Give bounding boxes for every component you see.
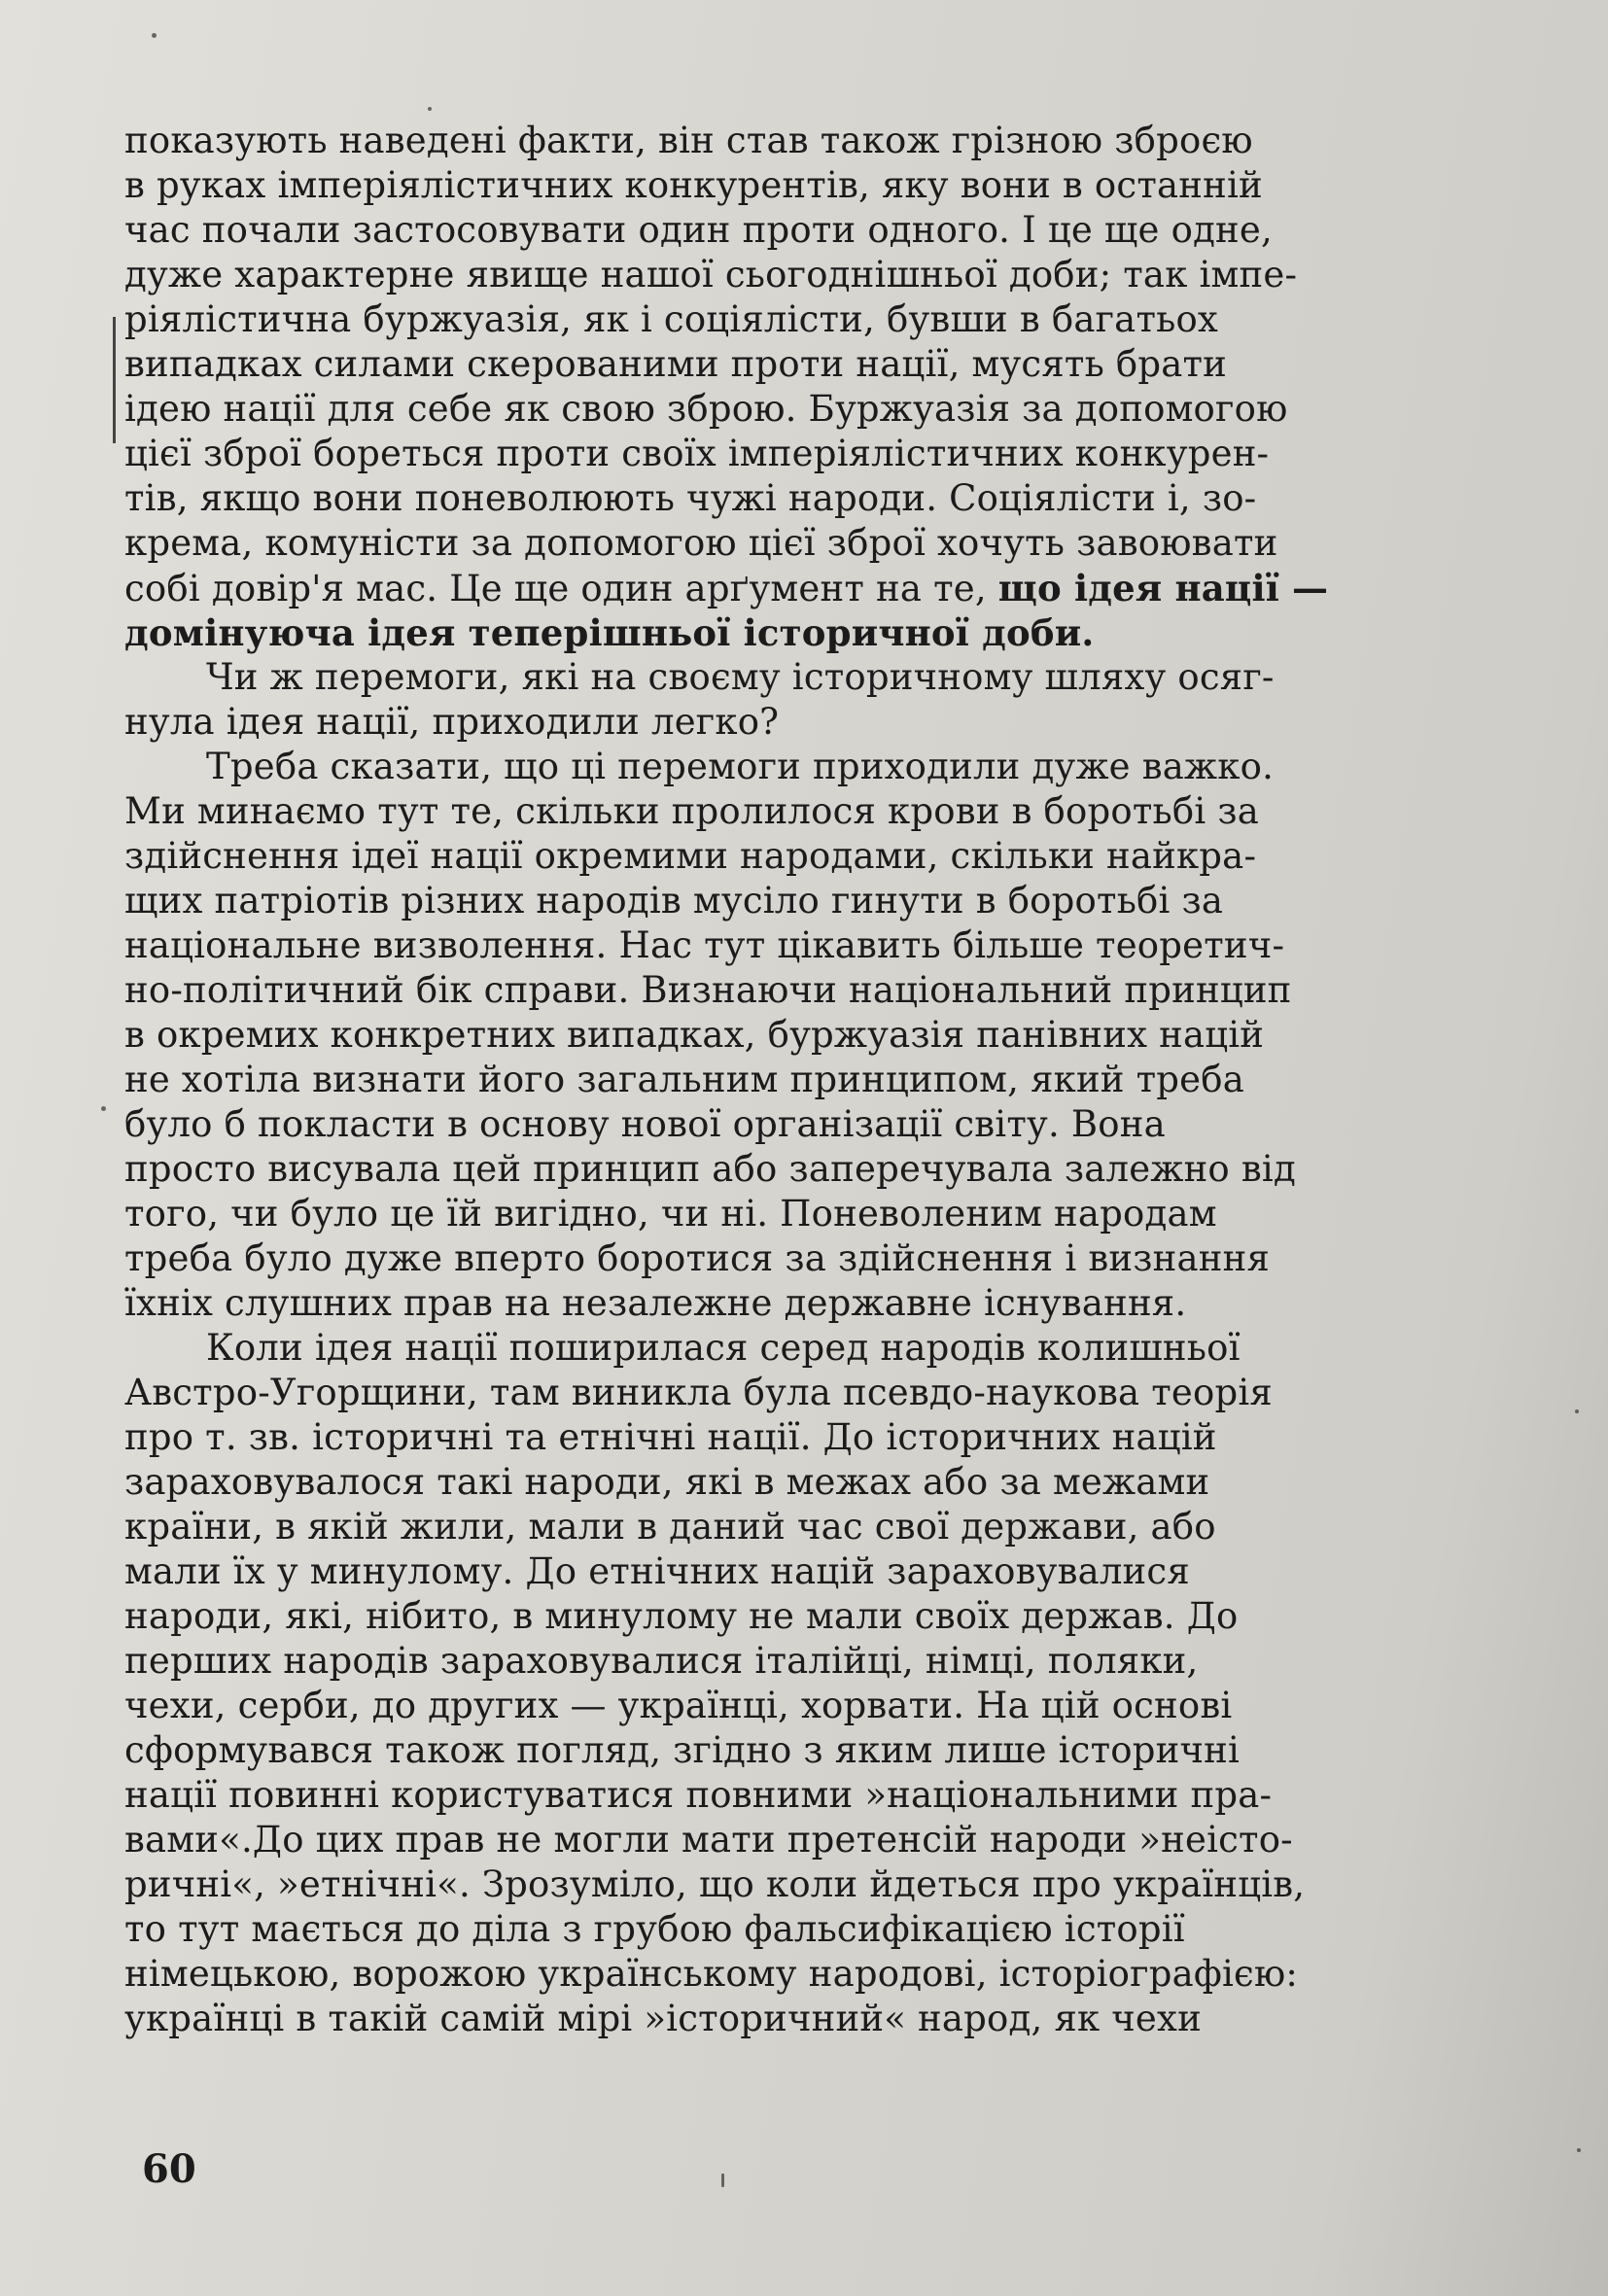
text-line: випадках силами скерованими проти нації, мусять брати: [124, 343, 1228, 385]
emphasis-line: домінуюча ідея теперішньої історичної доби.: [124, 611, 1095, 654]
text-line: дуже характерне явище нашої сьогоднішньої доби; так імпе-: [124, 254, 1298, 296]
text-line: здійснення ідеї нації окремими народами, скільки найкра-: [124, 835, 1257, 877]
text-line: показують наведені факти, він став також грізною зброєю: [124, 120, 1253, 161]
text-line: зараховувалося такі народи, які в межах або за межами: [124, 1461, 1210, 1503]
text-line: мали їх у минулому. До етнічних націй зараховувалися: [124, 1550, 1190, 1592]
text-line: цієї зброї бореться проти своїх імперіялістичних конкурен-: [124, 433, 1270, 474]
text-line: крема, комуністи за допомогою цієї зброї хочуть завоювати: [124, 522, 1278, 564]
text-line: країни, в якій жили, мали в даний час свої держави, або: [124, 1506, 1216, 1548]
text-line: час почали застосовувати один проти одного. І це ще одне,: [124, 209, 1273, 251]
text-line: но-політичний бік справи. Визнаючи національний принцип: [124, 969, 1292, 1011]
paragraph-start: Треба сказати, що ці перемоги приходили дуже важко.: [206, 746, 1275, 787]
paragraph-start: Чи ж перемоги, які на своєму історичному шляху осяг-: [206, 656, 1275, 698]
margin-mark: [113, 317, 116, 443]
text-line: німецькою, ворожою українському народові, історіографією:: [124, 1953, 1299, 1995]
text-line: [124, 566, 1328, 611]
text-line: в окремих конкретних випадках, буржуазія панівних націй: [124, 1014, 1265, 1056]
text-line: національне визволення. Нас тут цікавить більше теоретич-: [124, 924, 1285, 966]
text-line: українці в такій самій мірі »історичний« народ, як чехи: [124, 1998, 1202, 2039]
emphasis-text: що ідея нації —: [997, 567, 1329, 609]
text-line: не хотіла визнати його загальним принципом, який треба: [124, 1059, 1245, 1100]
text-line: ідею нації для себе як свою зброю. Буржуазія за допомогою: [124, 388, 1288, 430]
text-line: тів, якщо вони поневолюють чужі народи. Соціялісти і, зо-: [124, 477, 1257, 519]
paragraph-start: Коли ідея нації поширилася серед народів колишньої: [206, 1327, 1241, 1369]
text-line: Австро-Угорщини, там виникла була псевдо-наукова теорія: [124, 1372, 1273, 1413]
text-line: треба було дуже вперто боротися за здійснення і визнання: [124, 1237, 1271, 1279]
text-line: просто висувала цей принцип або заперечувала залежно від: [124, 1148, 1296, 1190]
page-number: 60: [142, 2146, 196, 2192]
paper-speck: [101, 1106, 106, 1111]
text-line: було б покласти в основу нової організації світу. Вона: [124, 1103, 1166, 1145]
text-line: нула ідея нації, приходили легко?: [124, 701, 780, 743]
text-line: вами«.До цих прав не могли мати претенсій народи »неісто-: [124, 1819, 1293, 1861]
text-line: щих патріотів різних народів мусіло гинути в боротьбі за: [124, 880, 1224, 922]
text-line: їхніх слушних прав на незалежне державне існування.: [124, 1282, 1187, 1324]
text-line: ричні«, »етнічні«. Зрозуміло, що коли йдеться про українців,: [124, 1863, 1306, 1905]
text-line: чехи, серби, до других — українці, хорвати. На цій основі: [124, 1685, 1233, 1726]
text-line: в руках імперіялістичних конкурентів, яку вони в останній: [124, 164, 1263, 206]
text-line: Ми минаємо тут те, скільки пролилося крови в боротьбі за: [124, 790, 1259, 832]
text-line: ріялістична буржуазія, як і соціялісти, бувши в багатьох: [124, 298, 1218, 340]
text-line: того, чи було це їй вигідно, чи ні. Поневоленим народам: [124, 1193, 1217, 1235]
paper-speck: [152, 33, 157, 38]
text-line: народи, які, нібито, в минулому не мали своїх держав. До: [124, 1595, 1239, 1637]
paper-speck: [721, 2174, 724, 2187]
text-line: сформувався також погляд, згідно з яким лише історичні: [124, 1729, 1241, 1771]
text-line: то тут мається до діла з грубою фальсифікацією історії: [124, 1908, 1185, 1950]
text-line: про т. зв. історичні та етнічні нації. До історичних націй: [124, 1416, 1217, 1458]
paper-speck: [1575, 1409, 1579, 1413]
text-run: собі довір'я мас. Це ще один арґумент на те,: [124, 568, 998, 609]
paper-speck: [428, 107, 432, 111]
paper-speck: [1577, 2148, 1581, 2152]
text-line: нації повинні користуватися повними »національними пра-: [124, 1774, 1273, 1816]
text-line: перших народів зараховувалися італійці, німці, поляки,: [124, 1640, 1199, 1682]
